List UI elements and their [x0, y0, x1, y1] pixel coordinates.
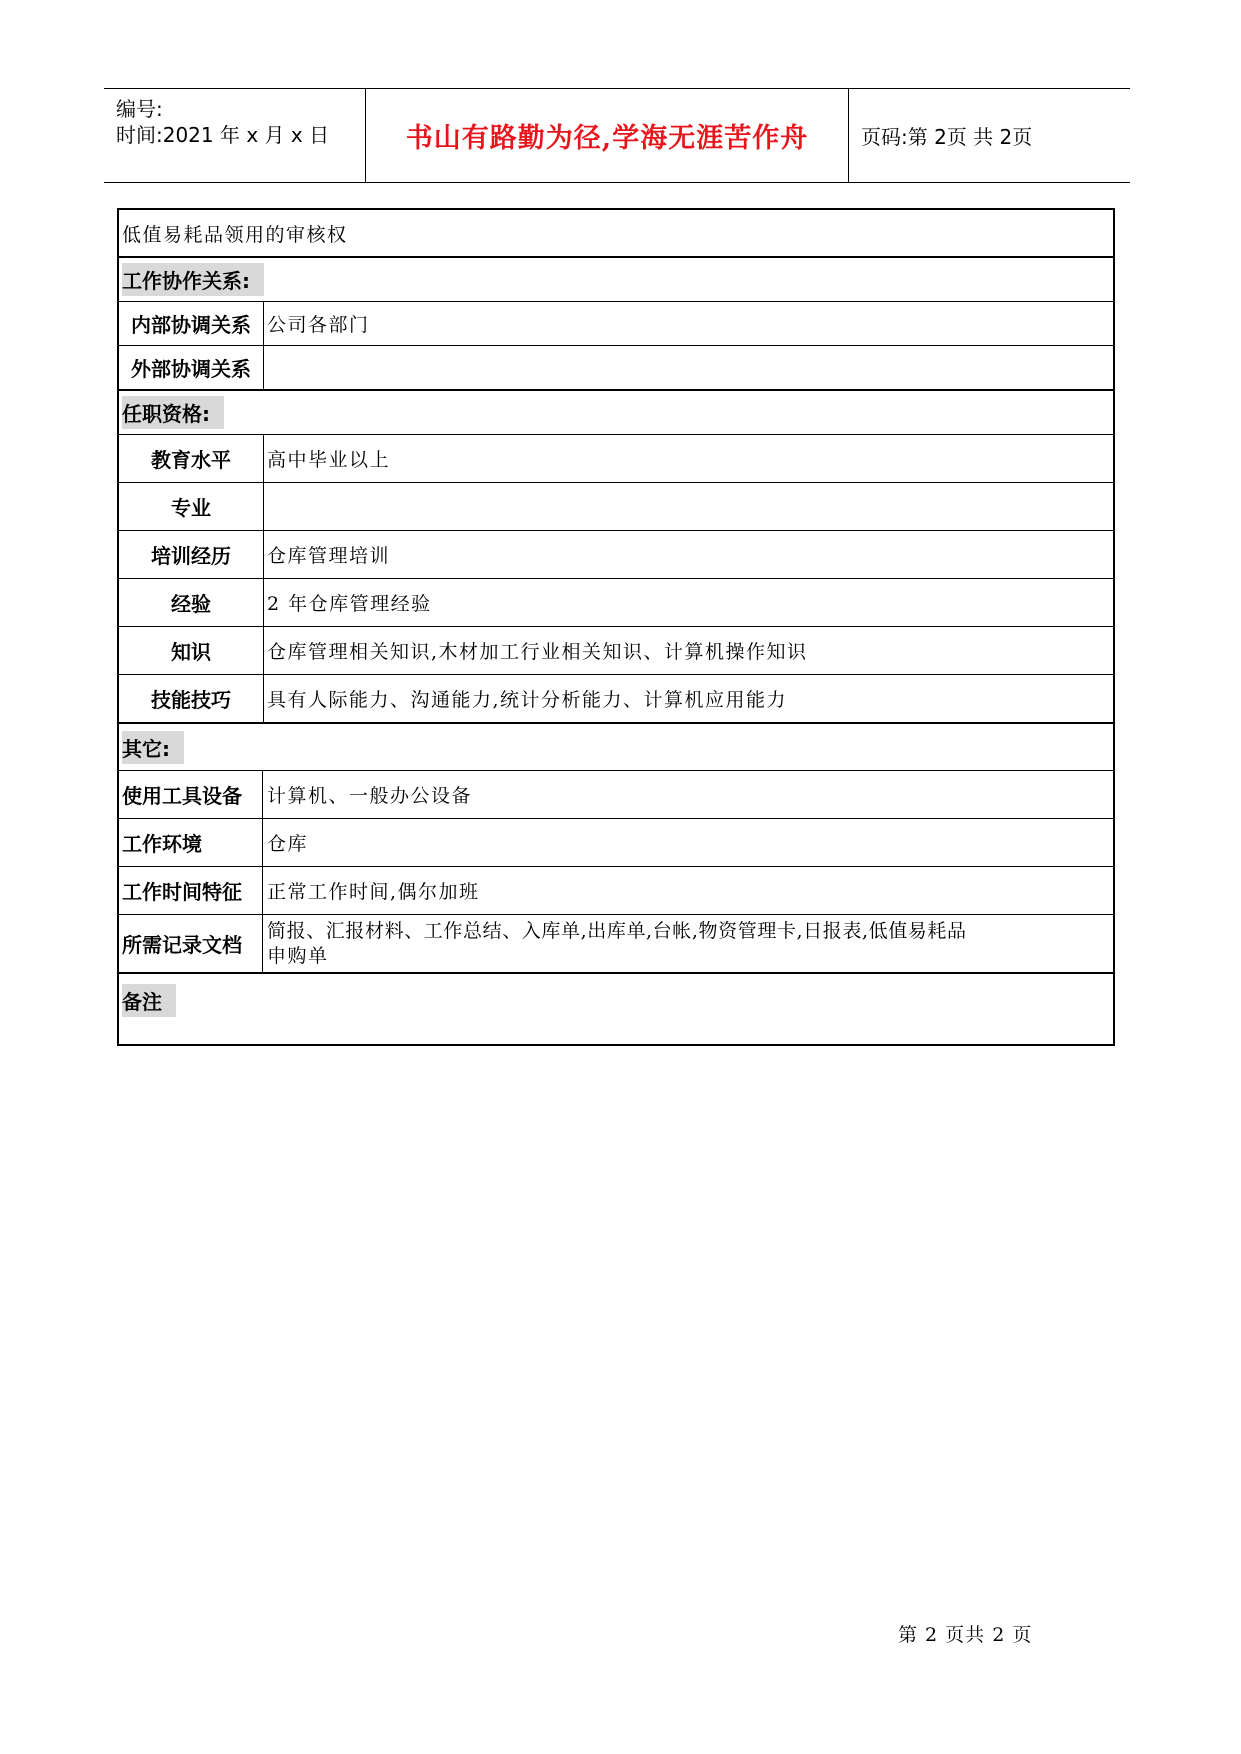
section-row-remarks — [119, 972, 1113, 1044]
row-label: 技能技巧 — [119, 675, 264, 722]
row-label: 知识 — [119, 627, 264, 674]
section-title — [122, 724, 184, 770]
row-label: 专业 — [119, 483, 264, 530]
row-value: 具有人际能力、沟通能力,统计分析能力、计算机应用能力 — [267, 689, 788, 711]
table-row — [119, 770, 1113, 818]
table-row — [119, 626, 1113, 674]
row-label: 内部协调关系 — [119, 302, 264, 345]
page-footer: 第 2 页共 2 页 — [898, 1624, 1033, 1646]
row-value — [267, 915, 1109, 972]
page-header — [104, 88, 1130, 183]
table-row — [119, 301, 1113, 345]
job-description-table — [117, 208, 1115, 1046]
row-label: 工作时间特征 — [119, 867, 263, 914]
section-title-text: 任职资格: — [122, 396, 224, 429]
row-label: 工作环境 — [119, 819, 263, 866]
authority-text: 低值易耗品领用的审核权 — [122, 223, 348, 246]
row-value: 仓库管理培训 — [267, 545, 391, 567]
row-value: 2 年仓库管理经验 — [267, 593, 432, 615]
table-row — [119, 674, 1113, 722]
header-page-cell — [849, 89, 1130, 182]
table-row — [119, 530, 1113, 578]
row-value — [267, 346, 1109, 389]
section-row-collaboration — [119, 256, 1113, 301]
table-row — [119, 818, 1113, 866]
section-title — [122, 974, 176, 1044]
table-row — [119, 914, 1113, 972]
row-value — [267, 483, 1109, 530]
table-row — [119, 866, 1113, 914]
section-title-text: 其它: — [122, 731, 184, 764]
row-value: 仓库 — [267, 833, 309, 855]
table-row — [119, 434, 1113, 482]
row-value: 计算机、一般办公设备 — [267, 785, 473, 807]
table-row — [119, 345, 1113, 389]
table-row — [119, 482, 1113, 530]
section-row-other — [119, 722, 1113, 770]
row-label: 所需记录文档 — [119, 915, 263, 972]
section-row-qualifications — [119, 389, 1113, 434]
section-title — [122, 391, 224, 434]
document-date-label: 时间:2021 年 x 月 x 日 — [116, 123, 330, 147]
page-number-label: 页码:第 2页 共 2页 — [861, 125, 1033, 149]
section-title — [122, 258, 264, 301]
header-motto-cell — [366, 89, 849, 182]
row-value: 正常工作时间,偶尔加班 — [267, 881, 480, 903]
row-value: 仓库管理相关知识,木材加工行业相关知识、计算机操作知识 — [267, 641, 808, 663]
row-value-line: 简报、汇报材料、工作总结、入库单,出库单,台帐,物资管理卡,日报表,低值易耗品 — [267, 919, 967, 942]
header-left-cell — [104, 89, 366, 182]
table-row — [119, 578, 1113, 626]
section-title-text: 工作协作关系: — [122, 263, 264, 296]
row-label: 使用工具设备 — [119, 771, 263, 818]
table-row — [119, 210, 1113, 256]
section-title-text: 备注 — [122, 984, 176, 1017]
row-label: 培训经历 — [119, 531, 264, 578]
row-label: 外部协调关系 — [119, 346, 264, 389]
motto-text: 书山有路勤为径,学海无涯苦作舟 — [405, 123, 809, 154]
row-label: 经验 — [119, 579, 264, 626]
row-value: 公司各部门 — [267, 314, 370, 336]
document-number-label: 编号: — [116, 97, 163, 121]
row-value-line: 申购单 — [267, 944, 329, 967]
row-value: 高中毕业以上 — [267, 449, 391, 471]
row-label: 教育水平 — [119, 435, 264, 482]
